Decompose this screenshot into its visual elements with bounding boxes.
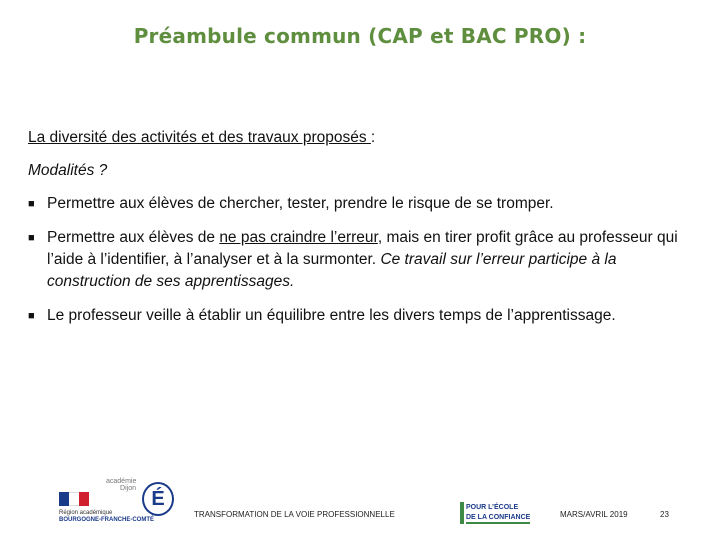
ecole-line2: DE LA CONFIANCE — [466, 514, 530, 524]
slide-footer — [0, 462, 720, 532]
footer-center-text: TRANSFORMATION DE LA VOIE PROFESSIONNELLE — [194, 510, 395, 519]
region-text — [59, 510, 154, 524]
footer-date: MARS/AVRIL 2019 — [560, 510, 628, 519]
academie-line2: Dijon — [120, 485, 136, 492]
square-bullet-icon: ■ — [28, 310, 35, 322]
bullet-text-pre: Permettre aux élèves de — [47, 229, 220, 246]
bullet-text: Permettre aux élèves de chercher, tester, prendre le risque de se tromper. — [47, 195, 554, 212]
academie-logo — [56, 470, 176, 530]
bullet-list — [28, 193, 688, 327]
bullet-text-post: , mais en tirer profit grâce au professeur qui l’aide à l’identifier, à l’analyser et à la surmonter. — [47, 229, 678, 268]
subheading-text: La diversité des activités et des travaux proposés — [28, 129, 371, 146]
page-number: 23 — [660, 510, 669, 519]
list-item — [28, 193, 688, 215]
academie-e-icon: É — [142, 482, 174, 516]
list-item — [28, 305, 688, 327]
bullet-text: Le professeur veille à établir un équilibre entre les divers temps de l’apprentissage. — [47, 307, 616, 324]
subheading-colon: : — [370, 129, 376, 146]
academie-line1: académie — [106, 478, 137, 485]
academie-text — [106, 478, 136, 492]
bullet-text-italic: Ce travail sur l’erreur participe à la construction de ses apprentissages. — [47, 251, 617, 290]
slide-content — [28, 127, 688, 339]
slide-title: Préambule commun (CAP et BAC PRO) : — [133, 24, 587, 48]
region-line2: BOURGOGNE-FRANCHE-COMTÉ — [59, 517, 154, 523]
bullet-text-underlined: ne pas craindre l’erreur — [219, 229, 378, 246]
ecole-line1: POUR L’ÉCOLE — [466, 504, 519, 511]
modalites-label: Modalités ? — [28, 162, 108, 179]
subheading — [28, 127, 688, 149]
ecole-confiance-logo — [460, 496, 554, 526]
confiance-bar-icon — [460, 502, 464, 524]
square-bullet-icon: ■ — [28, 232, 35, 244]
french-flag-icon — [59, 492, 89, 506]
list-item — [28, 227, 688, 293]
region-line1: Région académique — [59, 510, 113, 516]
square-bullet-icon: ■ — [28, 198, 35, 210]
